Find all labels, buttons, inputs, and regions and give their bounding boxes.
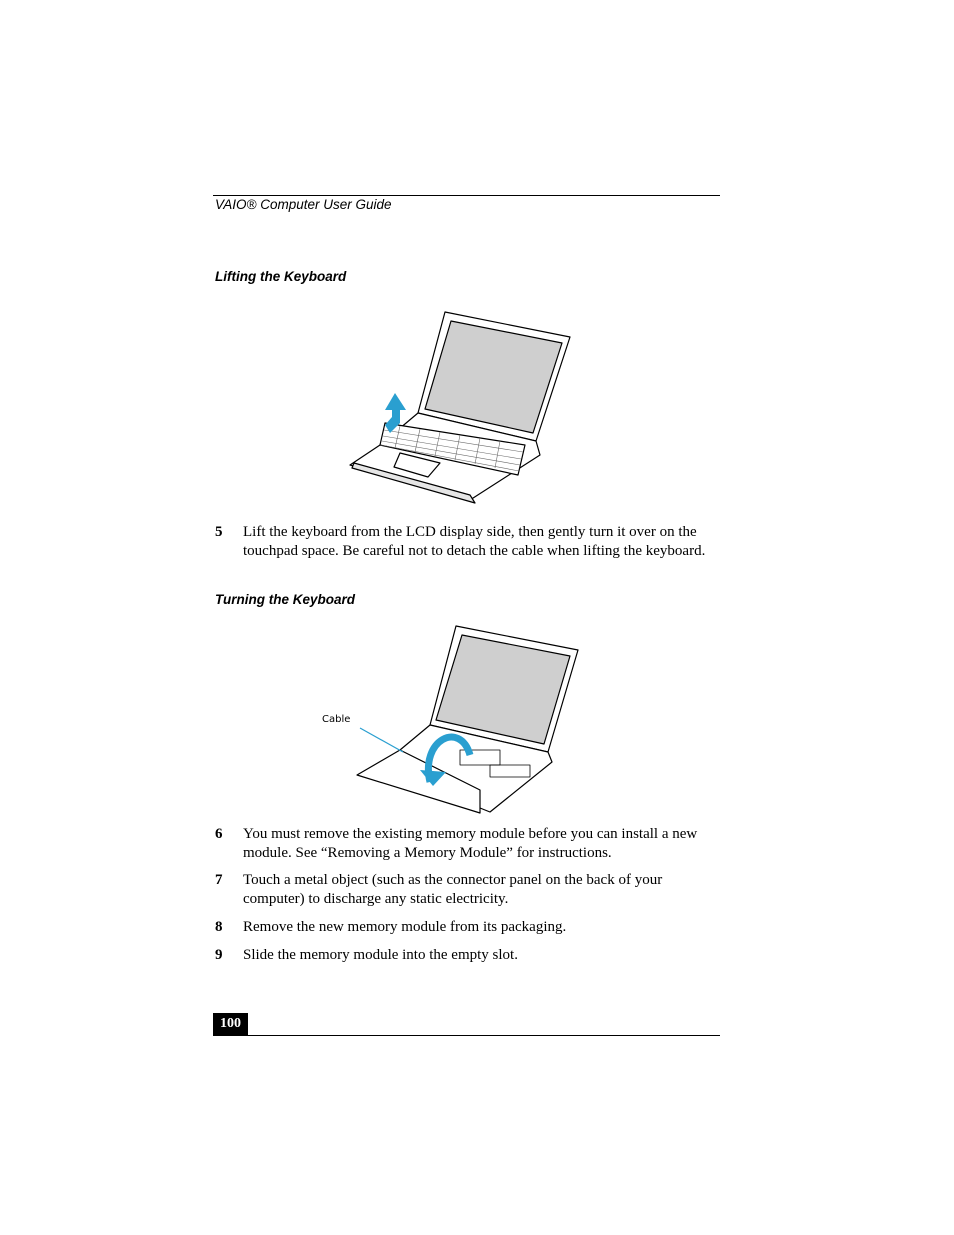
step-9: 9 Slide the memory module into the empty slot.: [215, 947, 518, 963]
step-8: 8 Remove the new memory module from its packaging.: [215, 919, 567, 935]
step-7: 7 Touch a metal object (such as the connector panel on the back of your computer) to discharge any static electricity.: [215, 872, 663, 907]
step-5: 5 Lift the keyboard from the LCD display side, then gently turn it over on the touchpad space. Be careful not to detach the cable when lifting the keyboard.: [215, 524, 706, 559]
figure-caption-turning: Turning the Keyboard: [215, 592, 356, 607]
step-6: 6 You must remove the existing memory module before you can install a new module. See “Removing a Memory Module” for instructions.: [215, 826, 698, 861]
cable-callout-label: Cable: [322, 714, 351, 725]
header-rule: [213, 195, 720, 196]
lifting-keyboard-illustration: [340, 305, 580, 505]
figure-caption-lifting: Lifting the Keyboard: [215, 269, 347, 284]
turning-keyboard-illustration: [310, 620, 590, 820]
page-number: 100: [213, 1013, 248, 1035]
footer-rule: [213, 1035, 720, 1036]
cable-callout-line: [360, 728, 403, 752]
running-header: VAIO® Computer User Guide: [215, 197, 392, 212]
